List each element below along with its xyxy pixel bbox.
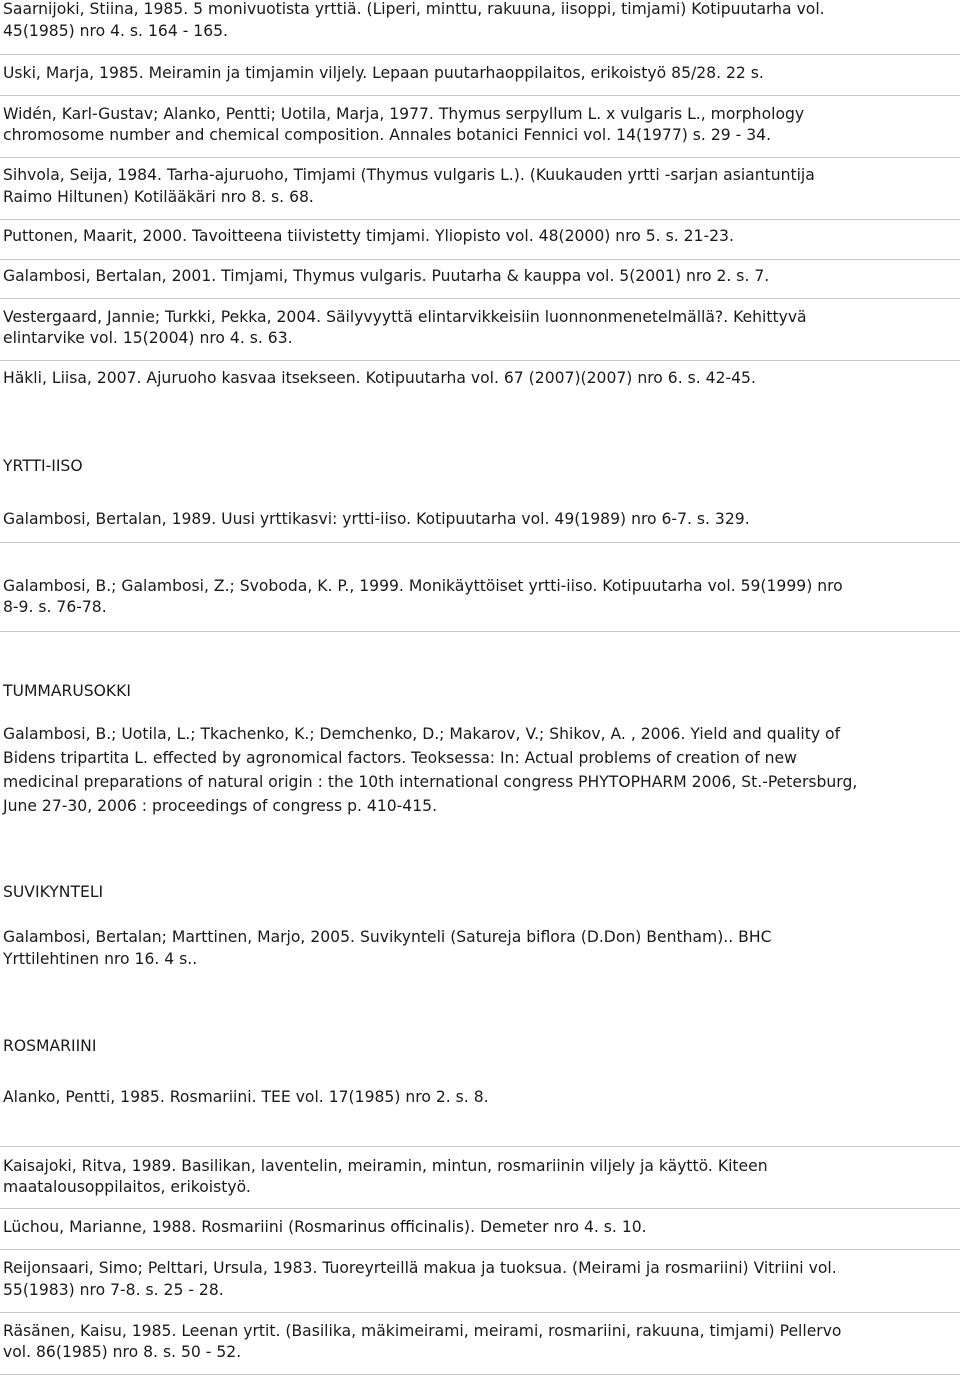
reference-text-line: elintarvike vol. 15(2004) nro 4. s. 63. <box>3 329 293 347</box>
divider <box>0 219 960 220</box>
reference-text-line: Raimo Hiltunen) Kotilääkäri nro 8. s. 68. <box>3 188 314 206</box>
reference-text-line: Häkli, Liisa, 2007. Ajuruoho kasvaa itsekseen. Kotipuutarha vol. 67 (2007)(2007) nro 6. s. 42-45. <box>3 369 756 387</box>
section-heading: SUVIKYNTELI <box>3 883 104 901</box>
reference-text-line: June 27-30, 2006 : proceedings of congress p. 410-415. <box>3 797 438 815</box>
reference-text-line: chromosome number and chemical composition. Annales botanici Fennici vol. 14(1977) s. 29 - 34. <box>3 126 772 144</box>
reference-text-line: Alanko, Pentti, 1985. Rosmariini. TEE vol. 17(1985) nro 2. s. 8. <box>3 1088 489 1106</box>
reference-text-line: Räsänen, Kaisu, 1985. Leenan yrtit. (Basilika, mäkimeirami, meirami, rosmariini, rakuuna, timjami) Pellervo <box>3 1322 842 1340</box>
reference-text-line: vol. 86(1985) nro 8. s. 50 - 52. <box>3 1343 242 1361</box>
divider <box>0 542 960 543</box>
reference-text-line: 8-9. s. 76-78. <box>3 598 107 616</box>
reference-text-line: medicinal preparations of natural origin : the 10th international congress PHYTOPHARM 2006, St.-Petersburg, <box>3 773 858 791</box>
reference-text-line: Puttonen, Maarit, 2000. Tavoitteena tiivistetty timjami. Yliopisto vol. 48(2000) nro 5. s. 21-23. <box>3 227 734 245</box>
divider <box>0 95 960 96</box>
reference-text-line: Vestergaard, Jannie; Turkki, Pekka, 2004. Säilyvyyttä elintarvikkeisiin luonnonmenetelmällä?. Kehittyvä <box>3 308 807 326</box>
divider <box>0 1374 960 1375</box>
reference-text-line: Sihvola, Seija, 1984. Tarha-ajuruoho, Timjami (Thymus vulgaris L.). (Kuukauden yrtti -sarjan asiantuntija <box>3 166 815 184</box>
reference-text-line: Bidens tripartita L. effected by agronomical factors. Teoksessa: In: Actual problems of creation of new <box>3 749 797 767</box>
reference-text-line: Lüchou, Marianne, 1988. Rosmariini (Rosmarinus officinalis). Demeter nro 4. s. 10. <box>3 1218 647 1236</box>
divider <box>0 54 960 55</box>
reference-text-line: 45(1985) nro 4. s. 164 - 165. <box>3 22 228 40</box>
reference-text-line: Galambosi, B.; Uotila, L.; Tkachenko, K.; Demchenko, D.; Makarov, V.; Shikov, A. , 2006. Yield and quality of <box>3 725 841 743</box>
reference-text-line: Reijonsaari, Simo; Pelttari, Ursula, 1983. Tuoreyrteillä makua ja tuoksua. (Meirami ja rosmariini) Vitriini vol. <box>3 1259 837 1277</box>
section-heading: ROSMARIINI <box>3 1037 97 1055</box>
reference-text-line: Yrttilehtinen nro 16. 4 s.. <box>3 950 198 968</box>
reference-text-line: Galambosi, B.; Galambosi, Z.; Svoboda, K. P., 1999. Monikäyttöiset yrtti-iiso. Kotipuutarha vol. 59(1999) nro <box>3 577 843 595</box>
divider <box>0 1146 960 1147</box>
reference-text-line: Uski, Marja, 1985. Meiramin ja timjamin viljely. Lepaan puutarhaoppilaitos, erikoistyö 85/28. 22 s. <box>3 64 764 82</box>
divider <box>0 298 960 299</box>
reference-text-line: maatalousoppilaitos, erikoistyö. <box>3 1178 251 1196</box>
divider <box>0 631 960 632</box>
reference-text-line: Widén, Karl-Gustav; Alanko, Pentti; Uotila, Marja, 1977. Thymus serpyllum L. x vulgaris L., morphology <box>3 105 805 123</box>
reference-text-line: Kaisajoki, Ritva, 1989. Basilikan, laventelin, meiramin, mintun, rosmariinin viljely ja käyttö. Kiteen <box>3 1157 768 1175</box>
divider <box>0 1249 960 1250</box>
divider <box>0 157 960 158</box>
divider <box>0 1208 960 1209</box>
divider <box>0 1312 960 1313</box>
divider <box>0 360 960 361</box>
reference-text-line: 55(1983) nro 7-8. s. 25 - 28. <box>3 1281 224 1299</box>
reference-text-line: Galambosi, Bertalan, 2001. Timjami, Thymus vulgaris. Puutarha & kauppa vol. 5(2001) nro 2. s. 7. <box>3 267 770 285</box>
divider <box>0 259 960 260</box>
reference-text-line: Galambosi, Bertalan; Marttinen, Marjo, 2005. Suvikynteli (Satureja biflora (D.Don) Bentham).. BHC <box>3 928 772 946</box>
section-heading: YRTTI-IISO <box>3 457 83 475</box>
reference-text-line: Galambosi, Bertalan, 1989. Uusi yrttikasvi: yrtti-iiso. Kotipuutarha vol. 49(1989) nro 6-7. s. 329. <box>3 510 750 528</box>
reference-text-line: Saarnijoki, Stiina, 1985. 5 monivuotista yrttiä. (Liperi, minttu, rakuuna, iisoppi, timjami) Kotipuutarha vol. <box>3 0 825 18</box>
section-heading: TUMMARUSOKKI <box>3 682 131 700</box>
